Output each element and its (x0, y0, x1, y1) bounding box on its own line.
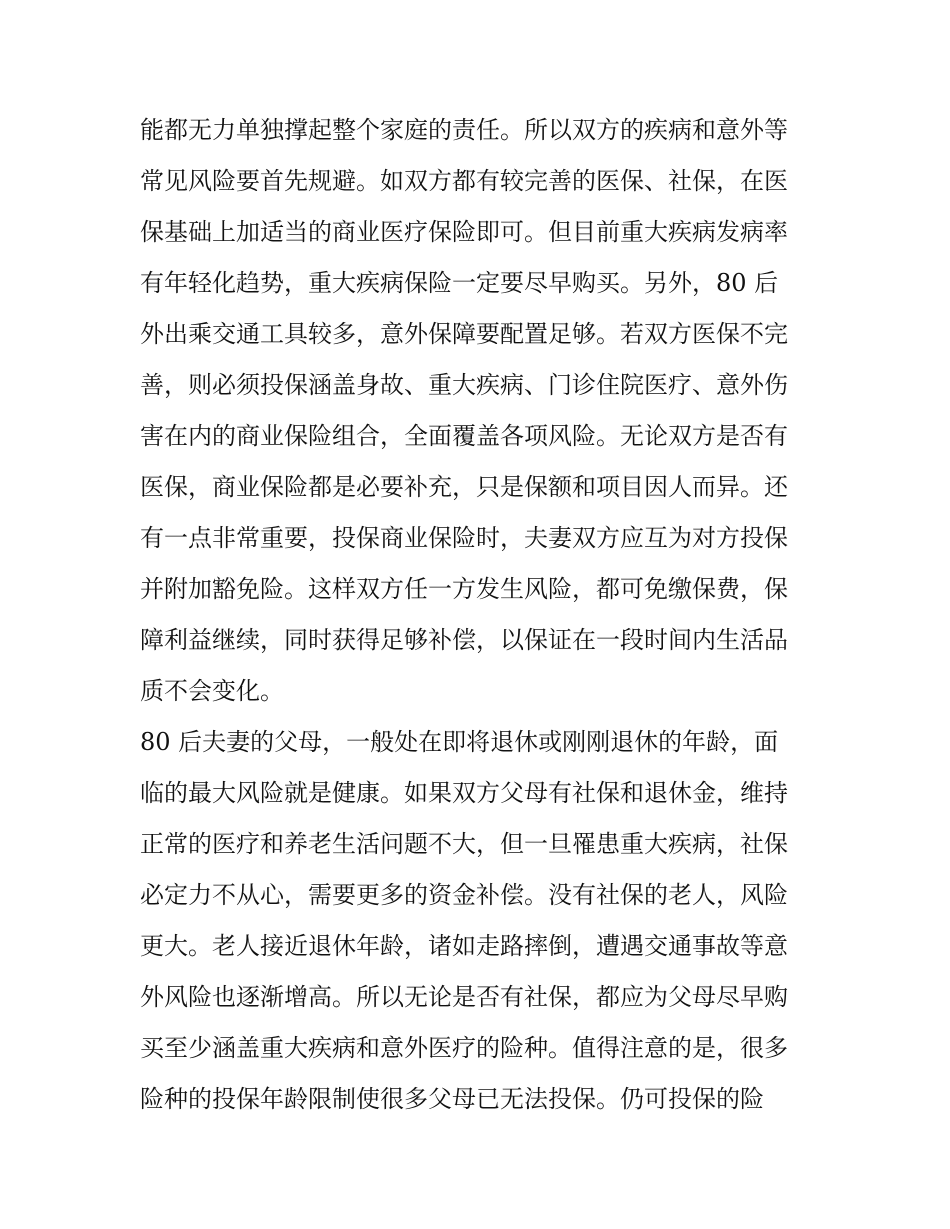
text-line: 临的最大风险就是健康。如果双方父母有社保和退休金，维持 (140, 779, 788, 807)
text-line: 质不会变化。 (140, 677, 284, 705)
text-line: 正常的医疗和养老生活问题不大，但一旦罹患重大疾病，社保 (140, 830, 788, 858)
text-line: 医保，商业保险都是必要补充，只是保额和项目因人而异。还 (140, 473, 788, 501)
text-line: 更大。老人接近退休年龄，诸如走路摔倒，遭遇交通事故等意 (140, 932, 788, 960)
text-line: 买至少涵盖重大疾病和意外医疗的险种。值得注意的是，很多 (140, 1034, 788, 1062)
text-line: 害在内的商业保险组合，全面覆盖各项风险。无论双方是否有 (140, 422, 788, 450)
document-body (140, 105, 820, 1125)
text-line: 并附加豁免险。这样双方任一方发生风险，都可免缴保费，保 (140, 575, 788, 603)
text-line: 80 后夫妻的父母，一般处在即将退休或刚刚退休的年龄，面 (140, 728, 779, 756)
text-line: 善，则必须投保涵盖身故、重大疾病、门诊住院医疗、意外伤 (140, 371, 788, 399)
text-line: 险种的投保年龄限制使很多父母已无法投保。仍可投保的险 (140, 1085, 764, 1113)
text-line: 外出乘交通工具较多，意外保障要配置足够。若双方医保不完 (140, 320, 788, 348)
text-line: 障利益继续，同时获得足够补偿，以保证在一段时间内生活品 (140, 626, 788, 654)
text-line: 外风险也逐渐增高。所以无论是否有社保，都应为父母尽早购 (140, 983, 788, 1011)
text-line: 保基础上加适当的商业医疗保险即可。但目前重大疾病发病率 (140, 218, 788, 246)
text-line: 常见风险要首先规避。如双方都有较完善的医保、社保，在医 (140, 167, 788, 195)
text-line: 能都无力单独撑起整个家庭的责任。所以双方的疾病和意外等 (140, 116, 788, 144)
text-line: 必定力不从心，需要更多的资金补偿。没有社保的老人，风险 (140, 881, 788, 909)
text-line: 有年轻化趋势，重大疾病保险一定要尽早购买。另外，80 后 (140, 269, 779, 297)
text-line: 有一点非常重要，投保商业保险时，夫妻双方应互为对方投保 (140, 524, 788, 552)
